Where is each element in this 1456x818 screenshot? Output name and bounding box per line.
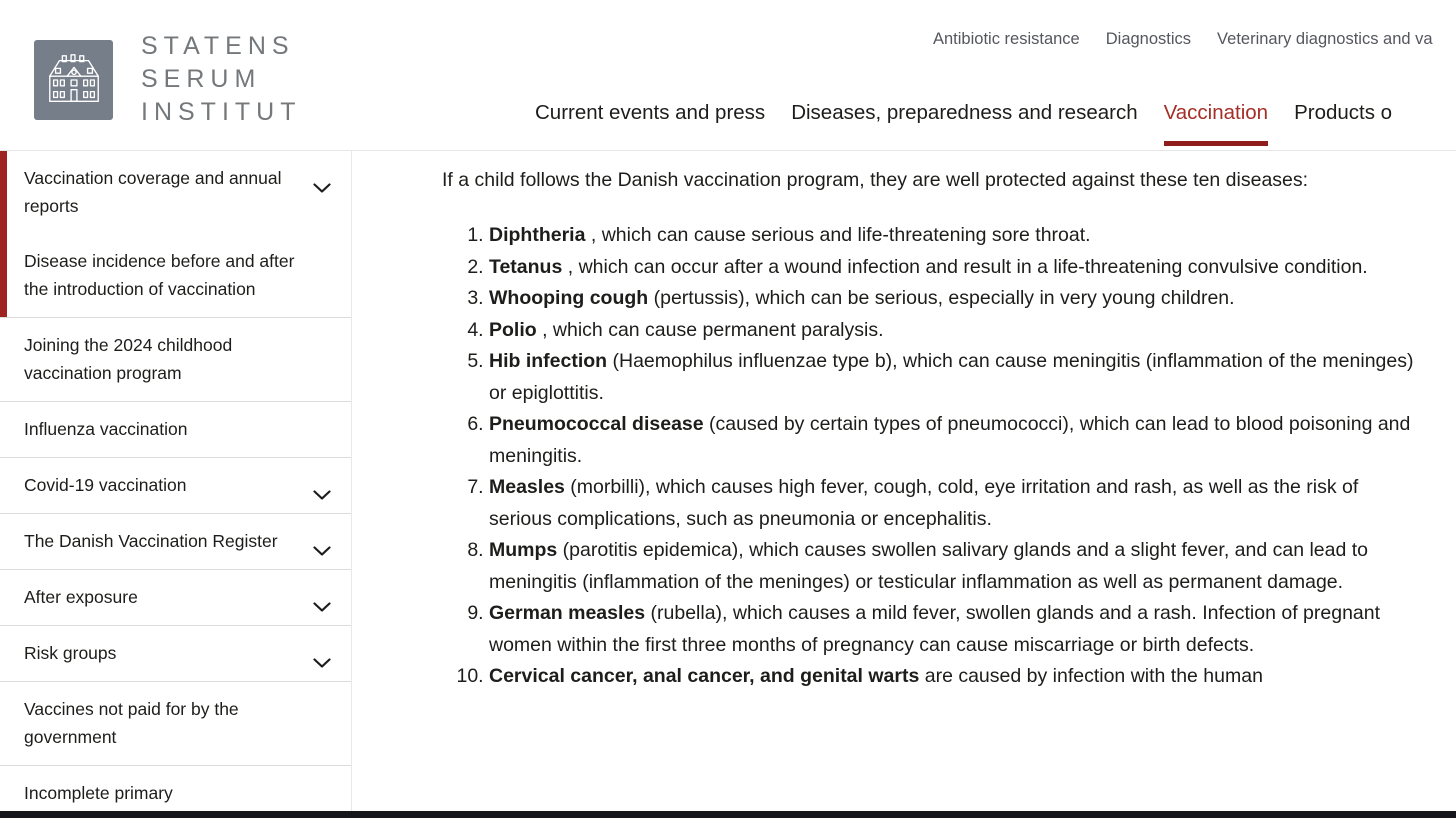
ssi-building-icon: [34, 40, 113, 120]
chevron-down-icon[interactable]: [313, 480, 331, 508]
list-item-mumps: [489, 535, 1424, 598]
bottom-dark-bar: [0, 811, 1456, 818]
sidebar-item-covid19[interactable]: [0, 457, 351, 513]
nav-current-events[interactable]: Current events and press: [535, 101, 766, 124]
list-item-german-measles: [489, 598, 1424, 661]
disease-term: Measles: [489, 476, 565, 498]
disease-description: , which can occur after a wound infection and result in a life-threatening convulsive condition.: [562, 255, 1368, 278]
disease-term: Cervical cancer, anal cancer, and genital warts: [489, 665, 920, 687]
disease-description: are caused by infection with the human: [919, 665, 1263, 687]
ssi-logo-text: [141, 30, 302, 129]
disease-term: Diphtheria: [489, 224, 586, 246]
sidebar-item-label: Influenza vaccination: [24, 419, 188, 439]
disease-term: German measles: [489, 602, 646, 624]
disease-description: , which can cause permanent paralysis.: [536, 318, 884, 341]
nav-vaccination[interactable]: Vaccination: [1164, 101, 1268, 149]
disease-description: (rubella), which causes a mild fever, swollen glands and a rash. Infection of pregnant women within the first three months of pregnancy can cause miscarriage or birth defects.: [489, 602, 1381, 656]
sidebar-item-vaccines-not-paid[interactable]: [0, 681, 351, 765]
header: [0, 0, 1456, 151]
list-item-cervical-cancer: [489, 661, 1424, 693]
sidebar-item-risk-groups[interactable]: [0, 625, 351, 681]
ssi-logo[interactable]: [34, 30, 302, 129]
sidebar: [0, 151, 352, 818]
list-item-tetanus: [489, 252, 1424, 284]
chevron-down-icon[interactable]: [313, 648, 331, 676]
sidebar-item-label: Covid-19 vaccination: [24, 475, 187, 495]
disease-description: (caused by certain types of pneumococci), which can lead to blood poisoning and meningitis.: [489, 413, 1411, 467]
sidebar-item-disease-incidence[interactable]: [7, 234, 351, 317]
disease-description: (pertussis), which can be serious, especially in very young children.: [648, 287, 1235, 309]
utility-nav: [933, 30, 1433, 49]
utility-nav-antibiotic-resistance[interactable]: Antibiotic resistance: [933, 30, 1080, 48]
sidebar-item-label: Risk groups: [24, 643, 117, 663]
disease-term: Mumps: [489, 539, 558, 561]
sidebar-item-vaccination-coverage[interactable]: [7, 151, 351, 234]
logo-line-2: SERUM: [141, 65, 262, 93]
disease-list: [442, 220, 1424, 693]
nav-diseases-preparedness[interactable]: Diseases, preparedness and research: [791, 101, 1138, 124]
list-item-measles: [489, 472, 1424, 535]
sidebar-item-influenza[interactable]: [0, 401, 351, 457]
disease-description: (morbilli), which causes high fever, cough, cold, eye irritation and rash, as well as the risk of serious complications, such as pneumonia or encephalitis.: [489, 476, 1359, 530]
sidebar-item-joining-2024-program[interactable]: [0, 317, 351, 401]
sidebar-item-label: Disease incidence before and after the introduction of vaccination: [24, 251, 295, 299]
utility-nav-diagnostics[interactable]: Diagnostics: [1105, 30, 1192, 48]
logo-line-3: INSTITUT: [141, 98, 302, 126]
disease-term: Tetanus: [489, 255, 563, 278]
disease-description: , which can cause serious and life-threatening sore throat.: [585, 224, 1091, 246]
intro-paragraph: If a child follows the Danish vaccination program, they are well protected against these ten diseases:: [442, 169, 1309, 191]
disease-term: Hib infection: [489, 350, 608, 372]
sidebar-item-label: Incomplete primary: [24, 783, 173, 803]
chevron-down-icon[interactable]: [313, 592, 331, 620]
logo-line-1: STATENS: [141, 32, 295, 60]
sidebar-active-group: [0, 151, 351, 317]
sidebar-item-label: Joining the 2024 childhood vaccination program: [24, 335, 233, 383]
sidebar-item-label: After exposure: [24, 587, 138, 607]
sidebar-item-label: The Danish Vaccination Register: [24, 531, 278, 551]
main-nav: [535, 101, 1392, 149]
list-item-hib-infection: [489, 346, 1424, 409]
list-item-polio: [489, 315, 1424, 347]
utility-nav-veterinary-diagnostics[interactable]: Veterinary diagnostics and va: [1217, 30, 1433, 48]
sidebar-item-after-exposure[interactable]: [0, 569, 351, 625]
disease-term: Polio: [489, 318, 537, 341]
disease-term: Whooping cough: [489, 287, 649, 309]
main-content: [442, 166, 1424, 693]
disease-description: (parotitis epidemica), which causes swollen salivary glands and a slight fever, and can lead to meningitis (inflammation of the meninges) or testicular inflammation as well as permanent damage.: [489, 539, 1369, 593]
list-item-diphtheria: [489, 220, 1424, 252]
sidebar-item-vaccination-register[interactable]: [0, 513, 351, 569]
chevron-down-icon[interactable]: [313, 536, 331, 564]
nav-products[interactable]: Products o: [1294, 101, 1393, 124]
chevron-down-icon[interactable]: [313, 173, 331, 201]
sidebar-item-label: Vaccines not paid for by the government: [24, 699, 239, 747]
list-item-pneumococcal: [489, 409, 1424, 472]
sidebar-item-label: Vaccination coverage and annual reports: [24, 168, 282, 216]
list-item-whooping-cough: [489, 283, 1424, 315]
disease-description: (Haemophilus influenzae type b), which can cause meningitis (inflammation of the meninges) or epiglottitis.: [489, 350, 1414, 404]
disease-term: Pneumococcal disease: [489, 413, 704, 435]
